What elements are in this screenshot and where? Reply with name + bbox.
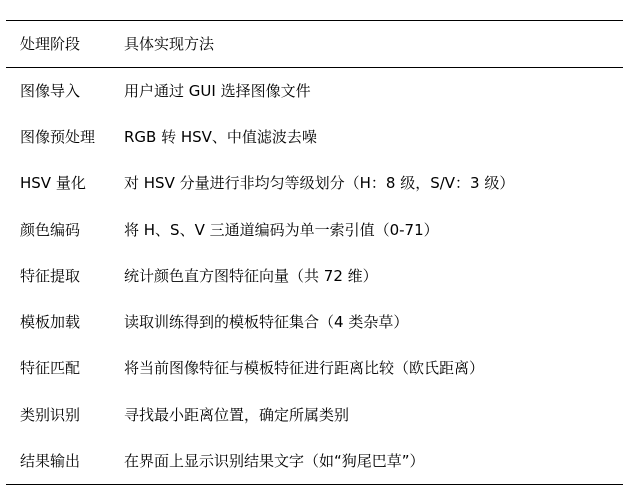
table-header (6, 21, 623, 68)
table-row (6, 114, 623, 160)
header-row (6, 21, 623, 68)
table-row (6, 160, 623, 206)
table-body (6, 68, 623, 485)
method-table (6, 20, 623, 485)
table-row (6, 299, 623, 345)
header-method: 具体实现方法 (110, 21, 623, 68)
method-cell: 统计颜色直方图特征向量（共 72 维） (124, 266, 378, 285)
table-row (6, 68, 623, 114)
method-cell: 对 HSV 分量进行非均匀等级划分（H：8 级，S/V：3 级） (124, 174, 515, 193)
stage-cell: HSV 量化 (20, 174, 86, 193)
method-cell: RGB 转 HSV、中值滤波去噪 (124, 127, 317, 146)
method-cell: 在界面上显示识别结果文字（如“狗尾巴草”） (110, 438, 623, 484)
stage-cell: 图像导入 (20, 81, 81, 100)
stage-cell: 颜色编码 (20, 220, 81, 239)
method-cell: 用户通过 GUI 选择图像文件 (124, 81, 311, 100)
table-row (6, 206, 623, 252)
stage-cell: 模板加载 (20, 313, 81, 332)
table-row (6, 392, 623, 438)
stage-cell: 特征匹配 (20, 359, 81, 378)
stage-cell: 特征提取 (20, 266, 81, 285)
header-stage: 处理阶段 (6, 21, 110, 68)
table-row (6, 253, 623, 299)
stage-cell: 图像预处理 (20, 127, 96, 146)
method-cell: 将 H、S、V 三通道编码为单一索引值（0-71） (124, 220, 439, 239)
method-cell: 将当前图像特征与模板特征进行距离比较（欧氏距离） (124, 359, 485, 378)
method-cell: 寻找最小距离位置，确定所属类别 (124, 405, 350, 424)
table-row (6, 345, 623, 391)
method-cell: 读取训练得到的模板特征集合（4 类杂草） (124, 313, 409, 332)
stage-cell: 结果输出 (6, 438, 110, 484)
stage-cell: 类别识别 (20, 405, 81, 424)
table-row (6, 438, 623, 484)
